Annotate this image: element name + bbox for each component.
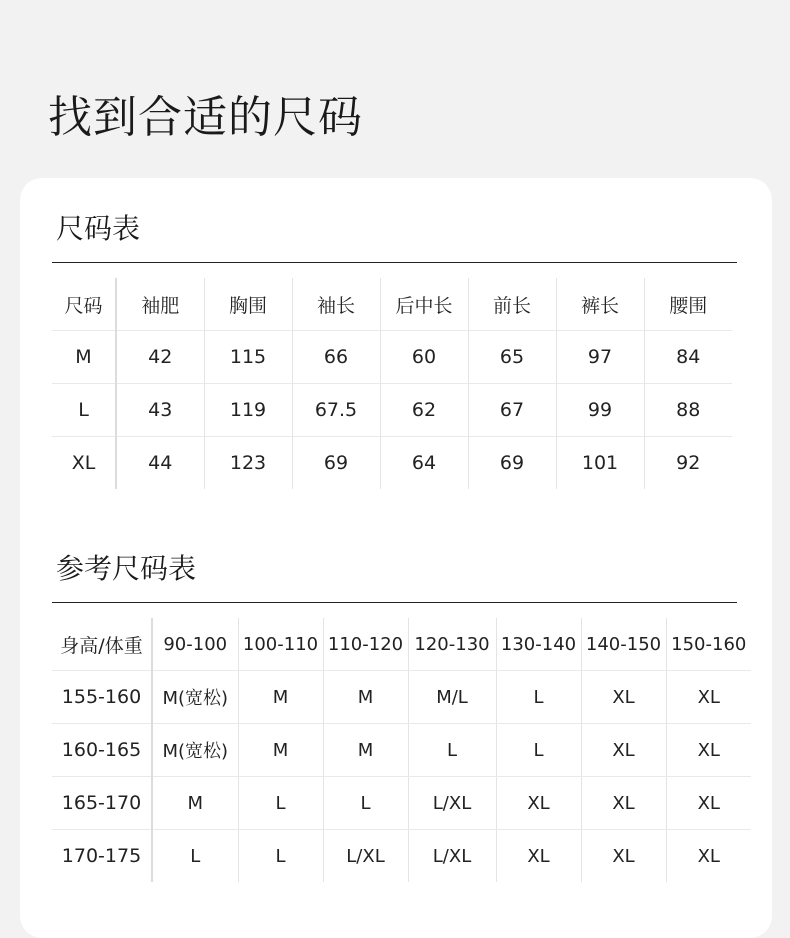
table-cell: XL: [496, 830, 581, 883]
size-label-cell: L: [52, 384, 116, 437]
table-cell: 60: [380, 331, 468, 384]
table-cell: M/L: [408, 671, 496, 724]
table-cell: L: [408, 724, 496, 777]
header-cell: 120-130: [408, 618, 496, 671]
table-cell: 101: [556, 437, 644, 490]
table-cell: L: [238, 830, 323, 883]
table-cell: 99: [556, 384, 644, 437]
table-cell: 115: [204, 331, 292, 384]
table-row: [52, 671, 751, 724]
table-cell: M: [152, 777, 238, 830]
table-cell: L: [496, 671, 581, 724]
reference-chart-table: [52, 618, 751, 882]
table-cell: XL: [666, 777, 751, 830]
table-cell: 97: [556, 331, 644, 384]
height-range-cell: 160-165: [52, 724, 152, 777]
table-cell: 67: [468, 384, 556, 437]
table-row: [52, 724, 751, 777]
height-range-cell: 165-170: [52, 777, 152, 830]
table-cell: 123: [204, 437, 292, 490]
table-row: [52, 384, 732, 437]
header-cell: 尺码: [52, 278, 116, 331]
size-label-cell: M: [52, 331, 116, 384]
table-cell: L: [152, 830, 238, 883]
table-cell: 44: [116, 437, 204, 490]
header-cell: 130-140: [496, 618, 581, 671]
header-cell: 90-100: [152, 618, 238, 671]
size-card: [20, 178, 772, 938]
header-cell: 140-150: [581, 618, 666, 671]
table-cell: XL: [496, 777, 581, 830]
table-cell: XL: [581, 724, 666, 777]
table-cell: XL: [666, 671, 751, 724]
height-range-cell: 155-160: [52, 671, 152, 724]
table-cell: 119: [204, 384, 292, 437]
table-cell: M: [238, 671, 323, 724]
height-range-cell: 170-175: [52, 830, 152, 883]
table-cell: XL: [697, 845, 720, 867]
table-cell: 62: [380, 384, 468, 437]
table-cell: 43: [116, 384, 204, 437]
size-chart-title: 尺码表: [56, 212, 141, 245]
table-cell: 88: [644, 384, 732, 437]
table-cell: 69: [292, 437, 380, 490]
table-cell: XL: [581, 830, 666, 883]
table-cell: 69: [468, 437, 556, 490]
table-row: [52, 331, 732, 384]
table-cell: 67.5: [292, 384, 380, 437]
table-cell: 66: [292, 331, 380, 384]
table-cell: M(宽松): [152, 724, 238, 777]
header-cell: 150-160: [666, 618, 751, 671]
table-row: [52, 777, 751, 830]
table-cell: 92: [676, 452, 701, 474]
size-chart-table: [52, 278, 732, 489]
table-cell: L/XL: [408, 830, 496, 883]
header-cell: 胸围: [204, 278, 292, 331]
table-cell: L: [238, 777, 323, 830]
header-cell: 袖长: [292, 278, 380, 331]
header-cell: 身高/体重: [52, 618, 152, 671]
page-title: 找到合适的尺码: [48, 92, 363, 143]
reference-chart-title: 参考尺码表: [56, 552, 197, 585]
table-cell: M: [238, 724, 323, 777]
table-cell: 42: [116, 331, 204, 384]
header-cell: 腰围: [644, 278, 732, 331]
table-cell: L: [323, 777, 408, 830]
table-cell: XL: [581, 671, 666, 724]
header-cell: 前长: [468, 278, 556, 331]
table-cell: M: [323, 724, 408, 777]
header-cell: 裤长: [556, 278, 644, 331]
table-cell: 84: [644, 331, 732, 384]
table-cell: M(宽松): [152, 671, 238, 724]
table-cell: 65: [468, 331, 556, 384]
table-row: [52, 437, 732, 490]
size-label-cell: XL: [52, 437, 116, 490]
reference-chart-divider: [52, 602, 737, 603]
size-chart-header-row: [52, 278, 732, 331]
table-row: [52, 830, 751, 883]
header-cell: 后中长: [380, 278, 468, 331]
header-cell: 110-120: [323, 618, 408, 671]
header-cell: 100-110: [238, 618, 323, 671]
table-cell: XL: [666, 724, 751, 777]
table-cell: L/XL: [323, 830, 408, 883]
table-cell: L: [496, 724, 581, 777]
table-cell: L/XL: [408, 777, 496, 830]
header-cell: 袖肥: [116, 278, 204, 331]
table-cell: M: [323, 671, 408, 724]
reference-chart-header-row: [52, 618, 751, 671]
size-chart-divider: [52, 262, 737, 263]
table-cell: XL: [581, 777, 666, 830]
table-cell: 64: [380, 437, 468, 490]
